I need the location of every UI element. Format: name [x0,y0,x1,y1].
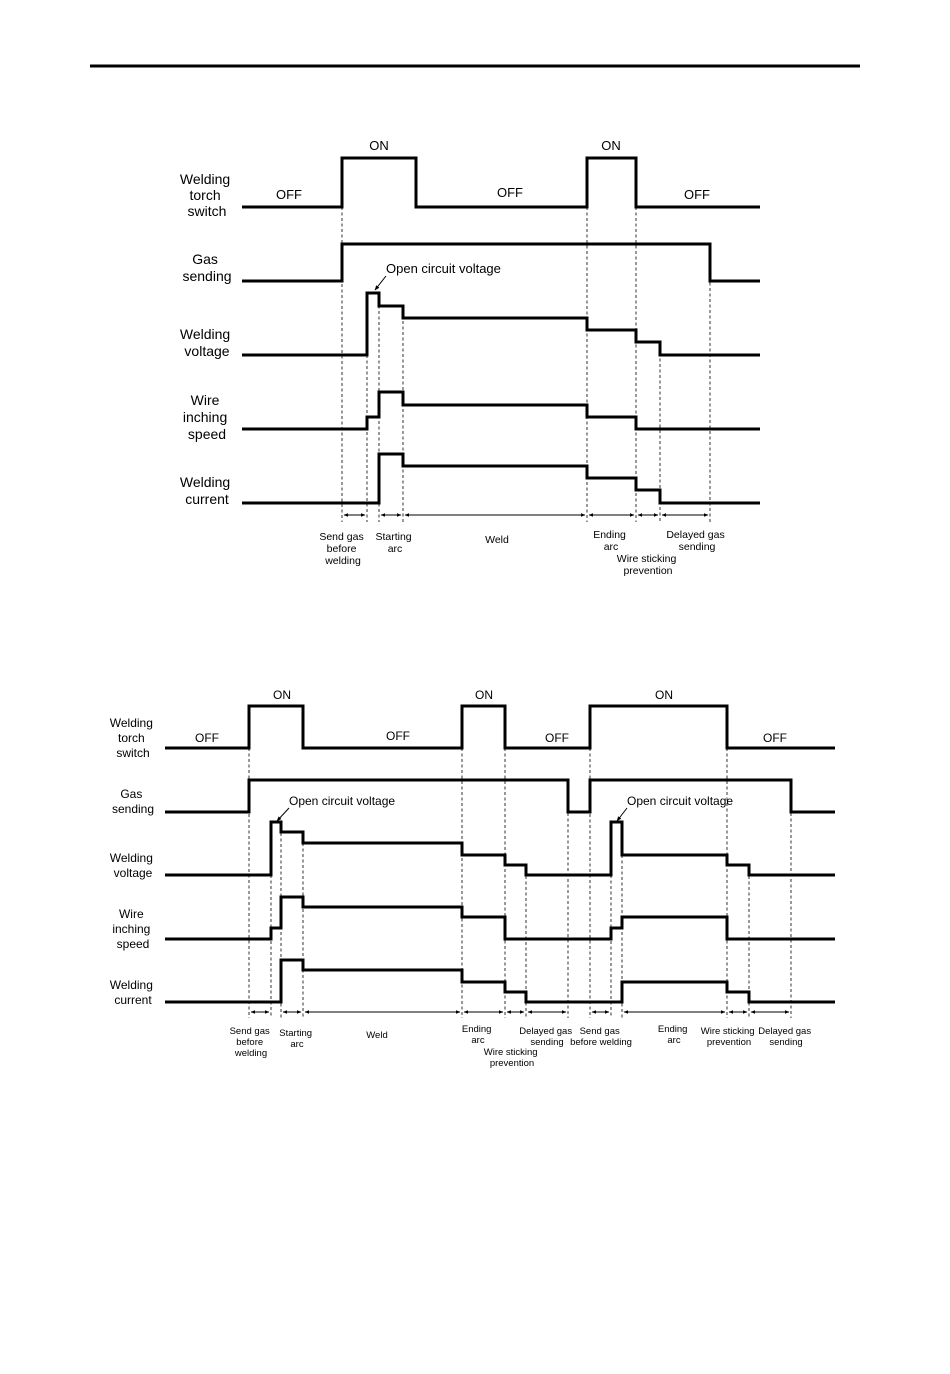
d1-state-on-2: ON [601,138,621,153]
d1-time-markers [342,207,710,522]
d1-phase-starting-arc: Starting arc [375,531,412,555]
d1-phase-ending-arc: Ending arc [593,529,626,553]
d2-signal-torch [165,706,835,748]
d1-state-off-1: OFF [276,187,302,202]
d2-signal-gas [165,780,835,812]
d2-label-gas: Gas sending [111,787,155,816]
d2-state-off-4: OFF [763,731,787,745]
d2-state-on-1: ON [273,688,291,702]
d2-phase-delayed-gas-2: Delayed gas sending [758,1026,812,1048]
d2-label-voltage: Welding voltage [109,851,153,880]
d1-phase-delayed-gas: Delayed gas sending [666,529,725,553]
d1-label-current: Welding current [179,474,231,507]
d2-label-current: Welding current [109,978,153,1007]
d2-annotation-ocv-1: Open circuit voltage [289,794,396,808]
d1-state-off-3: OFF [684,187,710,202]
d2-phase-send-gas-1: Send gas before welding [229,1026,270,1059]
d2-state-off-1: OFF [195,731,219,745]
d1-phase-weld: Weld [485,534,509,546]
d1-signal-voltage [242,293,760,355]
d2-state-on-3: ON [655,688,673,702]
d1-label-gas: Gas sending [182,251,232,284]
d2-phase-wire-sticking-2: Wire sticking prevention [700,1026,755,1048]
d2-label-torch: Welding torch switch [109,716,153,760]
d1-signal-gas [242,244,760,281]
d1-state-on-1: ON [369,138,389,153]
d2-phase-ending-arc-1: Ending arc [461,1024,492,1046]
diagram-2 [110,688,835,1069]
d1-signal-current [242,454,760,503]
d1-state-off-2: OFF [497,185,523,200]
d1-phase-wire-sticking: Wire sticking prevention [616,553,677,577]
d2-time-markers [249,748,791,1018]
d2-annotation-leader-1 [277,808,289,821]
d2-state-on-2: ON [475,688,493,702]
d2-signal-wire [165,897,835,939]
d1-label-torch: Welding torch switch [179,171,231,219]
d1-phase-send-gas: Send gas before welding [319,531,364,567]
d2-phase-ending-arc-2: Ending arc [657,1024,688,1046]
d2-phase-wire-sticking-1: Wire sticking prevention [483,1047,538,1069]
d2-annotation-leader-2 [617,808,627,821]
d1-annotation-ocv: Open circuit voltage [386,261,501,276]
d1-label-wire: Wire inching speed [182,392,228,442]
d2-phase-delayed-gas-1: Delayed gas sending [519,1026,573,1048]
d2-phase-send-gas-2: Send gas before welding [570,1026,632,1048]
d2-phase-starting-arc: Starting arc [279,1028,313,1050]
d2-state-off-3: OFF [545,731,569,745]
d2-signal-current [165,960,835,1002]
diagram-1 [180,138,760,577]
d2-state-off-2: OFF [386,729,410,743]
d1-label-voltage: Welding voltage [179,326,231,359]
d2-phase-weld: Weld [366,1030,388,1041]
d2-label-wire: Wire inching speed [112,907,151,951]
d2-signal-voltage [165,822,835,875]
d2-annotation-ocv-2: Open circuit voltage [627,794,734,808]
d1-annotation-leader [375,276,386,290]
d1-signal-wire [242,392,760,429]
